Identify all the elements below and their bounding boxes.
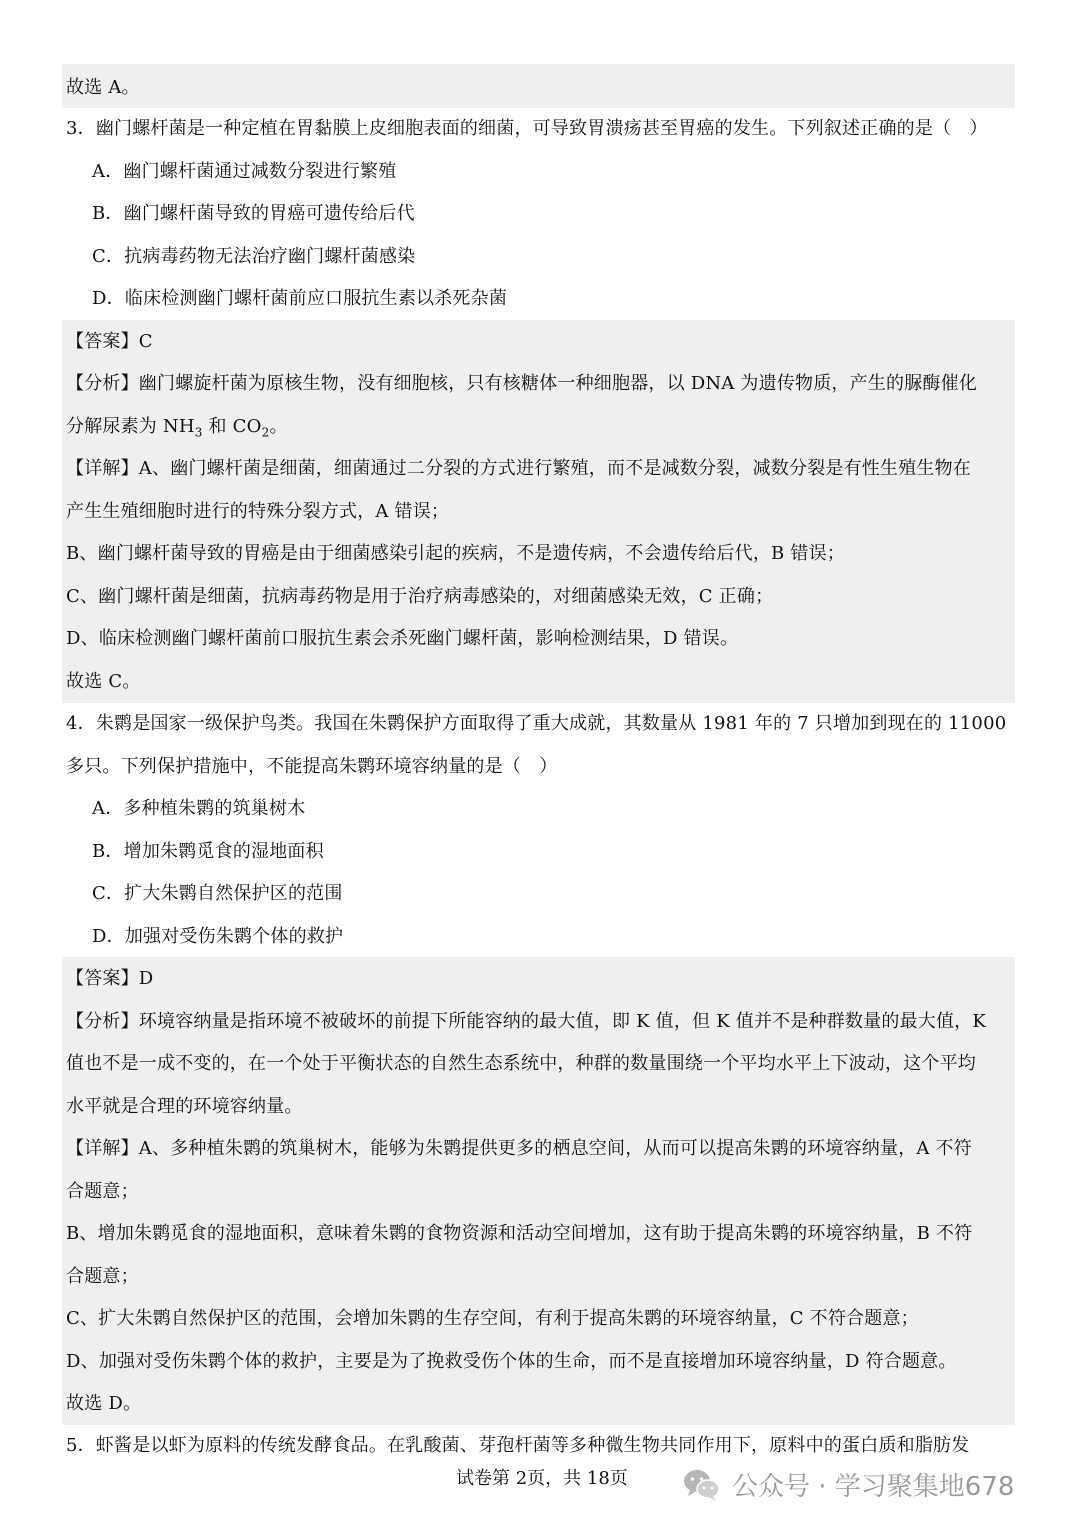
- q3-detail-line-1: 【详解】A、幽门螺杆菌是细菌，细菌通过二分裂的方式进行繁殖，而不是减数分裂，减数分裂是有性生殖生物在: [66, 458, 971, 479]
- wechat-icon: [682, 1468, 722, 1502]
- q4-conclusion: 故选 D。: [66, 1393, 142, 1414]
- q3-option-c: C．抗病毒药物无法治疗幽门螺杆菌感染: [92, 246, 416, 267]
- q3-analysis-text-mid: 和 CO: [202, 416, 262, 437]
- q4-stem-line-2: 多只。下列保护措施中，不能提高朱鹮环境容纳量的是（ ）: [66, 756, 558, 777]
- q3-option-d: D．临床检测幽门螺杆菌前应口服抗生素以杀死杂菌: [92, 288, 508, 309]
- q3-analysis-sub-2: 2: [261, 425, 270, 440]
- q4-detail-line-1: 【详解】A、多种植朱鹮的筑巢树木，能够为朱鹮提供更多的栖息空间，从而可以提高朱鹮的环境容纳量，A 不符: [66, 1138, 972, 1159]
- q3-conclusion: 故选 C。: [66, 671, 141, 692]
- q4-detail-line-4: 合题意；: [66, 1266, 139, 1287]
- q3-analysis-text-post: 。: [269, 416, 288, 437]
- q4-answer: 【答案】D: [66, 968, 154, 989]
- q3-option-b: B．幽门螺杆菌导致的胃癌可遗传给后代: [92, 203, 415, 224]
- q5-stem-line-1: 5．虾酱是以虾为原料的传统发酵食品。在乳酸菌、芽孢杆菌等多种微生物共同作用下，原料中的蛋白质和脂肪发: [66, 1435, 970, 1456]
- q2-conclusion: 故选 A。: [66, 77, 140, 98]
- q4-detail-line-5: C、扩大朱鹮自然保护区的范围，会增加朱鹮的生存空间，有利于提高朱鹮的环境容纳量，C 不符合题意；: [66, 1308, 919, 1329]
- q3-analysis-line-1: 【分析】幽门螺旋杆菌为原核生物，没有细胞核，只有核糖体一种细胞器，以 DNA 为遗传物质，产生的脲酶催化: [66, 373, 978, 394]
- q3-analysis-text-pre: 分解尿素为 NH: [66, 416, 195, 437]
- q3-option-a: A．幽门螺杆菌通过减数分裂进行繁殖: [92, 161, 397, 182]
- q3-stem: 3．幽门螺杆菌是一种定植在胃黏膜上皮细胞表面的细菌，可导致胃溃疡甚至胃癌的发生。下列叙述正确的是（ ）: [66, 118, 988, 139]
- q4-detail-line-2: 合题意；: [66, 1181, 139, 1202]
- q3-detail-line-4: C、幽门螺杆菌是细菌，抗病毒药物是用于治疗病毒感染的，对细菌感染无效，C 正确；: [66, 586, 774, 607]
- q4-option-c: C．扩大朱鹮自然保护区的范围: [92, 883, 343, 904]
- q4-detail-line-3: B、增加朱鹮觅食的湿地面积，意味着朱鹮的食物资源和活动空间增加，这有助于提高朱鹮的环境容纳量，B 不符: [66, 1223, 973, 1244]
- q3-detail-line-3: B、幽门螺杆菌导致的胃癌是由于细菌感染引起的疾病，不是遗传病，不会遗传给后代，B 错误；: [66, 543, 845, 564]
- answer-block-q2: [62, 64, 1015, 108]
- q3-analysis-line-2: [66, 415, 288, 445]
- watermark-text: 公众号 · 学习聚集地678: [732, 1472, 1015, 1502]
- q4-analysis-line-3: 水平就是合理的环境容纳量。: [66, 1096, 303, 1117]
- q3-detail-line-2: 产生生殖细胞时进行的特殊分裂方式，A 错误；: [66, 501, 450, 522]
- q3-analysis-sub-1: 3: [194, 425, 203, 440]
- q4-stem-line-1: 4．朱鹮是国家一级保护鸟类。我国在朱鹮保护方面取得了重大成就，其数量从 1981 年的 7 只增加到现在的 11000: [66, 713, 1007, 734]
- q4-detail-line-6: D、加强对受伤朱鹮个体的救护，主要是为了挽救受伤个体的生命，而不是直接增加环境容纳量，D 符合题意。: [66, 1351, 957, 1372]
- watermark: [682, 1466, 1014, 1503]
- q4-analysis-line-2: 值也不是一成不变的，在一个处于平衡状态的自然生态系统中，种群的数量围绕一个平均水平上下波动，这个平均: [66, 1053, 976, 1074]
- q4-option-b: B．增加朱鹮觅食的湿地面积: [92, 841, 324, 862]
- q4-option-a: A．多种植朱鹮的筑巢树木: [92, 798, 306, 819]
- q3-detail-line-5: D、临床检测幽门螺杆菌前口服抗生素会杀死幽门螺杆菌，影响检测结果，D 错误。: [66, 628, 739, 649]
- q4-option-d: D．加强对受伤朱鹮个体的救护: [92, 926, 344, 947]
- q3-answer: 【答案】C: [66, 331, 153, 352]
- q4-analysis-line-1: 【分析】环境容纳量是指环境不被破坏的前提下所能容纳的最大值，即 K 值，但 K 值并不是种群数量的最大值，K: [66, 1011, 987, 1032]
- page-footer: 试卷第 2页，共 18页: [456, 1468, 628, 1489]
